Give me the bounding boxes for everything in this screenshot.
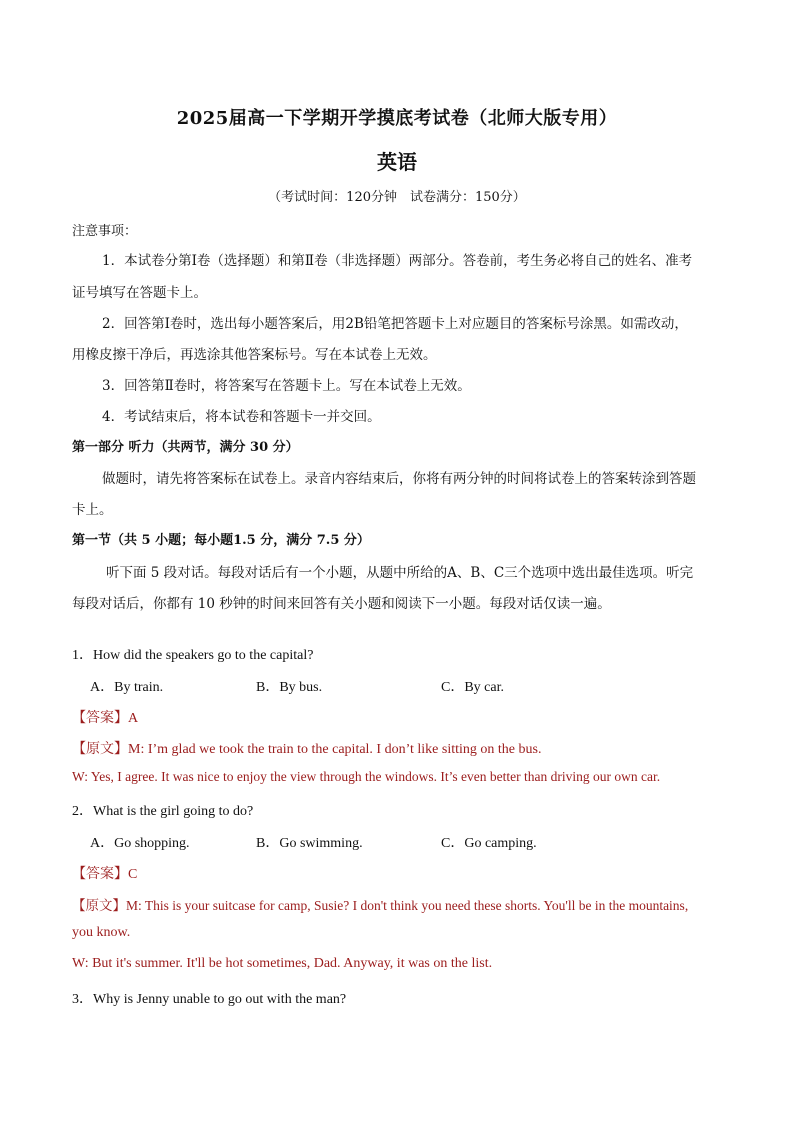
- exam-title: 2025届高一下学期开学摸底考试卷（北师大版专用）: [176, 108, 618, 129]
- answer-line: [72, 707, 138, 727]
- transcript-line: W: Yes, I agree. It was nice to enjoy the view through the windows. It’s even better than driving our own car.: [72, 769, 661, 784]
- note-line: 3．回答第Ⅱ卷时，将答案写在答题卡上。写在本试卷上无效。: [102, 378, 471, 394]
- section1-instruction: 每段对话后，你都有 10 秒钟的时间来回答有关小题和阅读下一小题。每段对话仅读一遍。: [72, 596, 611, 612]
- answer-value: C: [128, 867, 138, 882]
- answer-label: 【答案】: [72, 867, 128, 882]
- note-line: 1．本试卷分第Ⅰ卷（选择题）和第Ⅱ卷（非选择题）两部分。答卷前，考生务必将自己的姓名、准考: [102, 253, 693, 269]
- option-a: A．By train.: [90, 680, 164, 695]
- option-c: C．Go camping.: [441, 836, 537, 851]
- option-b: B．Go swimming.: [256, 836, 363, 851]
- subject-title: 英语: [377, 150, 417, 174]
- transcript-text: M: I’m glad we took the train to the capital. I don’t like sitting on the bus.: [128, 742, 542, 757]
- option-c: C．By car.: [441, 680, 504, 695]
- question-stem: 3．Why is Jenny unable to go out with the man?: [72, 992, 347, 1007]
- transcript-line: [72, 738, 541, 758]
- transcript-label: 【原文】: [72, 898, 126, 913]
- section1-instruction: 听下面 5 段对话。每段对话后有一个小题，从题中所给的A、B、C三个选项中选出最佳选项。听完: [106, 565, 694, 581]
- transcript-text: M: This is your suitcase for camp, Susie? I don't think you need these shorts. You'll be in the mountains,: [126, 898, 689, 913]
- transcript-line: you know.: [72, 925, 131, 940]
- note-line: 4．考试结束后，将本试卷和答题卡一并交回。: [102, 409, 381, 425]
- answer-line: [72, 863, 137, 883]
- note-line: 证号填写在答题卡上。: [72, 285, 207, 301]
- transcript-line: W: But it's summer. It'll be hot sometimes, Dad. Anyway, it was on the list.: [72, 956, 493, 971]
- part1-heading: 第一部分 听力（共两节，满分 30 分）: [72, 440, 299, 455]
- notes-heading: 注意事项：: [72, 224, 138, 239]
- part1-instruction: 做题时，请先将答案标在试卷上。录音内容结束后，你将有两分钟的时间将试卷上的答案转涂到答题: [102, 471, 696, 487]
- exam-info: （考试时间：120分钟 试卷满分：150分）: [268, 190, 526, 205]
- part1-instruction: 卡上。: [72, 502, 113, 518]
- question-stem: 1．How did the speakers go to the capital?: [72, 648, 314, 663]
- note-line: 用橡皮擦干净后，再选涂其他答案标号。写在本试卷上无效。: [72, 347, 437, 363]
- section1-heading: 第一节（共 5 小题；每小题1.5 分，满分 7.5 分）: [72, 533, 370, 548]
- answer-value: A: [128, 711, 139, 726]
- transcript-label: 【原文】: [72, 742, 128, 757]
- question-stem: 2．What is the girl going to do?: [72, 804, 254, 819]
- transcript-line: [72, 894, 688, 914]
- answer-label: 【答案】: [72, 711, 128, 726]
- note-line: 2．回答第Ⅰ卷时，选出每小题答案后，用2B铅笔把答题卡上对应题目的答案标号涂黑。如需改动，: [102, 316, 688, 332]
- option-a: A．Go shopping.: [90, 836, 190, 851]
- option-b: B．By bus.: [256, 680, 323, 695]
